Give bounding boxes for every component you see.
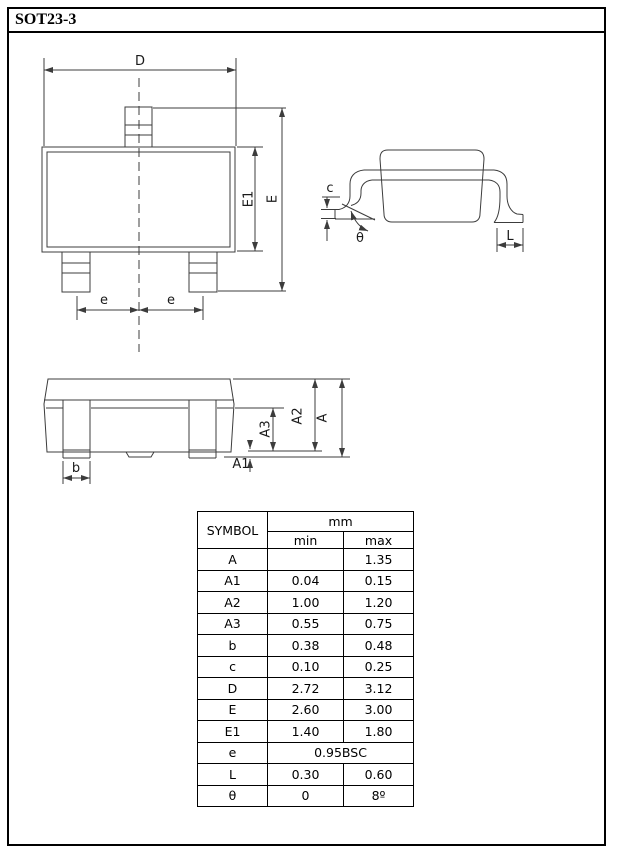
max-cell: 8º bbox=[344, 785, 414, 807]
side-body-outline bbox=[380, 150, 484, 222]
max-cell: 0.25 bbox=[344, 656, 414, 678]
dim-label-a3: A3 bbox=[258, 420, 274, 438]
symbol-cell: D bbox=[198, 678, 268, 700]
min-cell: 0.04 bbox=[268, 570, 344, 592]
dim-label-a2: A2 bbox=[290, 407, 306, 425]
table-row bbox=[198, 785, 414, 807]
dim-l bbox=[497, 228, 523, 252]
table-row bbox=[198, 742, 414, 764]
table-row bbox=[198, 721, 414, 743]
symbol-cell: E bbox=[198, 699, 268, 721]
top-view bbox=[42, 78, 235, 352]
front-body-outline bbox=[44, 379, 234, 452]
max-cell: 3.00 bbox=[344, 699, 414, 721]
min-header: min bbox=[268, 532, 344, 549]
min-cell: 1.40 bbox=[268, 721, 344, 743]
symbol-cell: θ bbox=[198, 785, 268, 807]
dim-label-e: E bbox=[265, 194, 281, 204]
min-cell: 2.72 bbox=[268, 678, 344, 700]
front-view bbox=[44, 379, 234, 458]
dim-label-a: A bbox=[315, 413, 331, 423]
table-row bbox=[198, 764, 414, 786]
symbol-cell: b bbox=[198, 635, 268, 657]
dim-pitch bbox=[77, 293, 203, 320]
page-title: SOT23-3 bbox=[15, 11, 77, 28]
max-header: max bbox=[344, 532, 414, 549]
min-cell: 1.00 bbox=[268, 592, 344, 614]
dim-a-group bbox=[224, 379, 350, 472]
symbol-cell: L bbox=[198, 764, 268, 786]
symbol-cell: A1 bbox=[198, 570, 268, 592]
table-row bbox=[198, 656, 414, 678]
symbol-cell: A3 bbox=[198, 613, 268, 635]
table-row bbox=[198, 570, 414, 592]
min-cell: 0.55 bbox=[268, 613, 344, 635]
max-cell: 3.12 bbox=[344, 678, 414, 700]
dim-d bbox=[44, 54, 236, 146]
table-header-row-unit bbox=[198, 512, 414, 532]
symbol-header: SYMBOL bbox=[198, 512, 268, 549]
span-cell: 0.95BSC bbox=[268, 742, 414, 764]
dim-e1 bbox=[237, 147, 263, 251]
max-cell: 0.15 bbox=[344, 570, 414, 592]
max-cell: 1.20 bbox=[344, 592, 414, 614]
dim-label-b: b bbox=[71, 461, 81, 476]
symbol-cell: E1 bbox=[198, 721, 268, 743]
table-row bbox=[198, 678, 414, 700]
dim-label-e1: E1 bbox=[241, 190, 257, 208]
table-row bbox=[198, 699, 414, 721]
table-row bbox=[198, 635, 414, 657]
unit-header: mm bbox=[268, 512, 414, 532]
dim-label-l: L bbox=[506, 229, 514, 244]
bottom-right-pin bbox=[189, 252, 217, 292]
min-cell bbox=[268, 549, 344, 571]
min-cell: 0.38 bbox=[268, 635, 344, 657]
table-row bbox=[198, 592, 414, 614]
dim-label-a1: A1 bbox=[232, 457, 250, 472]
max-cell: 1.80 bbox=[344, 721, 414, 743]
max-cell: 0.75 bbox=[344, 613, 414, 635]
side-view bbox=[335, 150, 523, 223]
dimensions-table bbox=[197, 511, 414, 807]
dim-b bbox=[63, 461, 90, 484]
dim-label-d: D bbox=[134, 54, 146, 69]
bottom-left-pin bbox=[62, 252, 90, 292]
max-cell: 0.60 bbox=[344, 764, 414, 786]
dim-label-pitch-right: e bbox=[167, 293, 175, 308]
table-row bbox=[198, 549, 414, 571]
symbol-cell: c bbox=[198, 656, 268, 678]
min-cell: 0.10 bbox=[268, 656, 344, 678]
dim-label-pitch-left: e bbox=[100, 293, 108, 308]
min-cell: 0 bbox=[268, 785, 344, 807]
min-cell: 2.60 bbox=[268, 699, 344, 721]
symbol-cell: A2 bbox=[198, 592, 268, 614]
table-row bbox=[198, 613, 414, 635]
dim-e-outer bbox=[153, 108, 286, 291]
max-cell: 1.35 bbox=[344, 549, 414, 571]
center-tab bbox=[126, 452, 154, 457]
dim-theta bbox=[351, 211, 368, 246]
max-cell: 0.48 bbox=[344, 635, 414, 657]
dim-label-theta: θ bbox=[356, 231, 364, 246]
dim-label-c: c bbox=[326, 181, 334, 196]
symbol-cell: e bbox=[198, 742, 268, 764]
dim-c bbox=[321, 181, 340, 241]
symbol-cell: A bbox=[198, 549, 268, 571]
min-cell: 0.30 bbox=[268, 764, 344, 786]
